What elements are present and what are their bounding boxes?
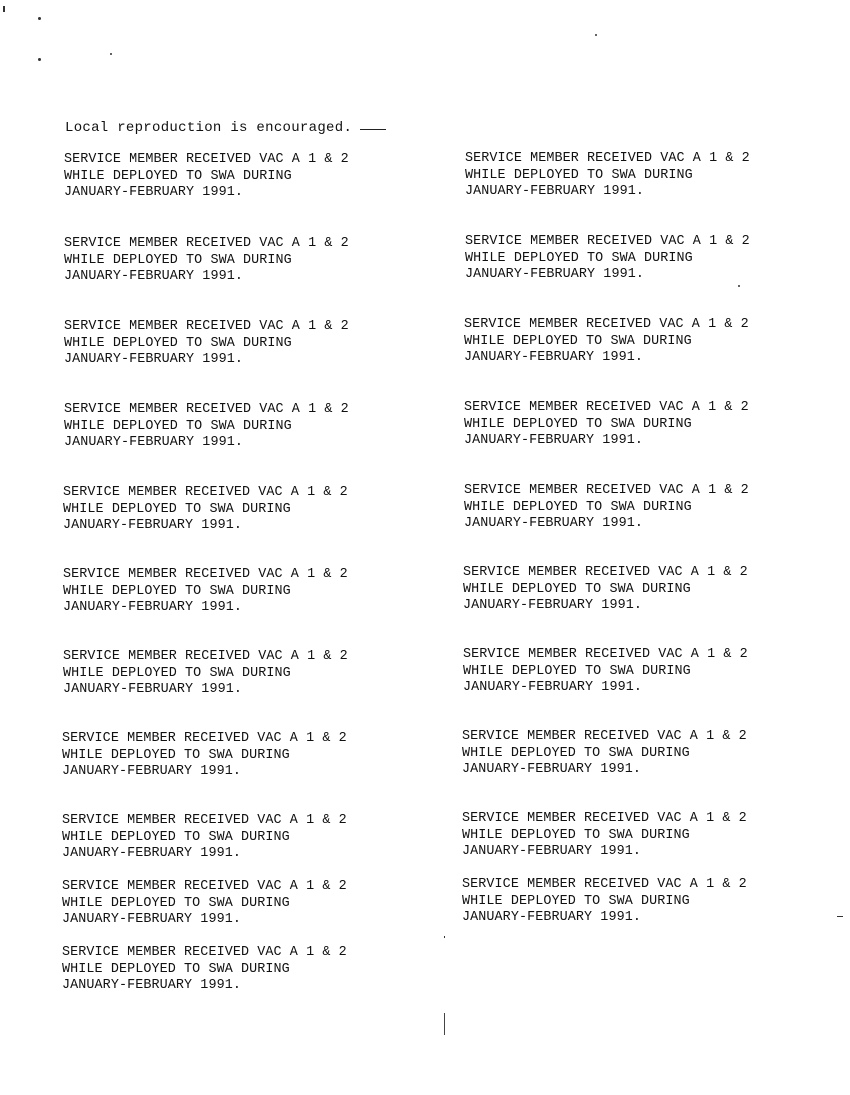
label-line-2: WHILE DEPLOYED TO SWA DURING: [64, 418, 292, 434]
label-left-10: [62, 879, 422, 929]
label-line-2: WHILE DEPLOYED TO SWA DURING: [64, 168, 292, 184]
label-line-3: JANUARY-FEBRUARY 1991.: [64, 269, 243, 284]
label-right-3: [464, 317, 824, 367]
label-left-4: [64, 402, 424, 452]
label-line-2: WHILE DEPLOYED TO SWA DURING: [463, 581, 691, 597]
label-right-10: [462, 877, 822, 927]
label-line-3: JANUARY-FEBRUARY 1991.: [62, 912, 241, 927]
note-dash: [360, 129, 386, 130]
label-line-3: JANUARY-FEBRUARY 1991.: [63, 682, 242, 697]
label-line-1: SERVICE MEMBER RECEIVED VAC A 1 & 2: [462, 877, 747, 892]
label-right-4: [464, 400, 824, 450]
label-right-8: [462, 729, 822, 779]
label-line-2: WHILE DEPLOYED TO SWA DURING: [63, 501, 291, 517]
label-line-3: JANUARY-FEBRUARY 1991.: [62, 764, 241, 779]
label-line-1: SERVICE MEMBER RECEIVED VAC A 1 & 2: [64, 319, 349, 334]
label-line-1: SERVICE MEMBER RECEIVED VAC A 1 & 2: [63, 649, 348, 664]
label-left-3: [64, 319, 424, 369]
label-left-8: [62, 731, 422, 781]
label-line-2: WHILE DEPLOYED TO SWA DURING: [464, 333, 692, 349]
scan-speck: [110, 53, 112, 55]
label-line-3: JANUARY-FEBRUARY 1991.: [465, 184, 644, 199]
label-line-3: JANUARY-FEBRUARY 1991.: [464, 516, 643, 531]
label-line-3: JANUARY-FEBRUARY 1991.: [62, 846, 241, 861]
label-line-3: JANUARY-FEBRUARY 1991.: [64, 185, 243, 200]
scan-speck: [837, 916, 843, 917]
scan-mark: [444, 1013, 445, 1035]
label-line-2: WHILE DEPLOYED TO SWA DURING: [64, 335, 292, 351]
reproduction-note: [65, 119, 386, 137]
label-line-2: WHILE DEPLOYED TO SWA DURING: [62, 961, 290, 977]
label-line-1: SERVICE MEMBER RECEIVED VAC A 1 & 2: [62, 945, 347, 960]
label-line-1: SERVICE MEMBER RECEIVED VAC A 1 & 2: [64, 152, 349, 167]
label-line-2: WHILE DEPLOYED TO SWA DURING: [465, 250, 693, 266]
label-left-5: [63, 485, 423, 535]
label-line-3: JANUARY-FEBRUARY 1991.: [62, 978, 241, 993]
label-left-9: [62, 813, 422, 863]
label-left-2: [64, 236, 424, 286]
label-line-2: WHILE DEPLOYED TO SWA DURING: [464, 416, 692, 432]
label-line-2: WHILE DEPLOYED TO SWA DURING: [462, 827, 690, 843]
scan-speck: [3, 6, 5, 12]
label-line-3: JANUARY-FEBRUARY 1991.: [462, 762, 641, 777]
label-line-1: SERVICE MEMBER RECEIVED VAC A 1 & 2: [62, 813, 347, 828]
label-line-3: JANUARY-FEBRUARY 1991.: [64, 435, 243, 450]
label-line-1: SERVICE MEMBER RECEIVED VAC A 1 & 2: [465, 234, 750, 249]
label-line-1: SERVICE MEMBER RECEIVED VAC A 1 & 2: [462, 729, 747, 744]
label-line-1: SERVICE MEMBER RECEIVED VAC A 1 & 2: [465, 151, 750, 166]
scan-speck: [444, 936, 445, 938]
label-line-1: SERVICE MEMBER RECEIVED VAC A 1 & 2: [62, 731, 347, 746]
label-line-2: WHILE DEPLOYED TO SWA DURING: [63, 583, 291, 599]
label-line-2: WHILE DEPLOYED TO SWA DURING: [462, 893, 690, 909]
label-line-1: SERVICE MEMBER RECEIVED VAC A 1 & 2: [64, 236, 349, 251]
label-line-3: JANUARY-FEBRUARY 1991.: [463, 680, 642, 695]
label-line-2: WHILE DEPLOYED TO SWA DURING: [62, 829, 290, 845]
scan-speck: [738, 285, 740, 287]
label-line-1: SERVICE MEMBER RECEIVED VAC A 1 & 2: [64, 402, 349, 417]
label-line-2: WHILE DEPLOYED TO SWA DURING: [464, 499, 692, 515]
scan-speck: [38, 58, 41, 61]
label-line-3: JANUARY-FEBRUARY 1991.: [464, 350, 643, 365]
label-line-2: WHILE DEPLOYED TO SWA DURING: [62, 895, 290, 911]
label-line-1: SERVICE MEMBER RECEIVED VAC A 1 & 2: [463, 647, 748, 662]
scan-speck: [595, 34, 597, 36]
label-line-2: WHILE DEPLOYED TO SWA DURING: [463, 663, 691, 679]
label-left-6: [63, 567, 423, 617]
label-line-3: JANUARY-FEBRUARY 1991.: [63, 600, 242, 615]
label-line-3: JANUARY-FEBRUARY 1991.: [63, 518, 242, 533]
reproduction-note-text: Local reproduction is encouraged.: [65, 120, 353, 136]
scan-speck: [38, 17, 41, 20]
label-right-2: [465, 234, 825, 284]
label-line-2: WHILE DEPLOYED TO SWA DURING: [63, 665, 291, 681]
label-line-2: WHILE DEPLOYED TO SWA DURING: [465, 167, 693, 183]
label-left-1: [64, 152, 424, 202]
label-line-2: WHILE DEPLOYED TO SWA DURING: [62, 747, 290, 763]
label-right-5: [464, 483, 824, 533]
label-line-3: JANUARY-FEBRUARY 1991.: [64, 352, 243, 367]
label-line-3: JANUARY-FEBRUARY 1991.: [463, 598, 642, 613]
label-line-1: SERVICE MEMBER RECEIVED VAC A 1 & 2: [63, 567, 348, 582]
label-line-1: SERVICE MEMBER RECEIVED VAC A 1 & 2: [464, 317, 749, 332]
label-line-1: SERVICE MEMBER RECEIVED VAC A 1 & 2: [463, 565, 748, 580]
label-line-3: JANUARY-FEBRUARY 1991.: [462, 910, 641, 925]
label-line-1: SERVICE MEMBER RECEIVED VAC A 1 & 2: [464, 483, 749, 498]
label-line-3: JANUARY-FEBRUARY 1991.: [462, 844, 641, 859]
label-left-7: [63, 649, 423, 699]
label-right-1: [465, 151, 825, 201]
label-line-1: SERVICE MEMBER RECEIVED VAC A 1 & 2: [464, 400, 749, 415]
label-right-9: [462, 811, 822, 861]
label-line-1: SERVICE MEMBER RECEIVED VAC A 1 & 2: [63, 485, 348, 500]
label-line-3: JANUARY-FEBRUARY 1991.: [464, 433, 643, 448]
label-line-2: WHILE DEPLOYED TO SWA DURING: [462, 745, 690, 761]
label-left-11: [62, 945, 422, 995]
label-right-6: [463, 565, 823, 615]
label-right-7: [463, 647, 823, 697]
label-line-3: JANUARY-FEBRUARY 1991.: [465, 267, 644, 282]
label-line-1: SERVICE MEMBER RECEIVED VAC A 1 & 2: [62, 879, 347, 894]
label-line-1: SERVICE MEMBER RECEIVED VAC A 1 & 2: [462, 811, 747, 826]
label-line-2: WHILE DEPLOYED TO SWA DURING: [64, 252, 292, 268]
